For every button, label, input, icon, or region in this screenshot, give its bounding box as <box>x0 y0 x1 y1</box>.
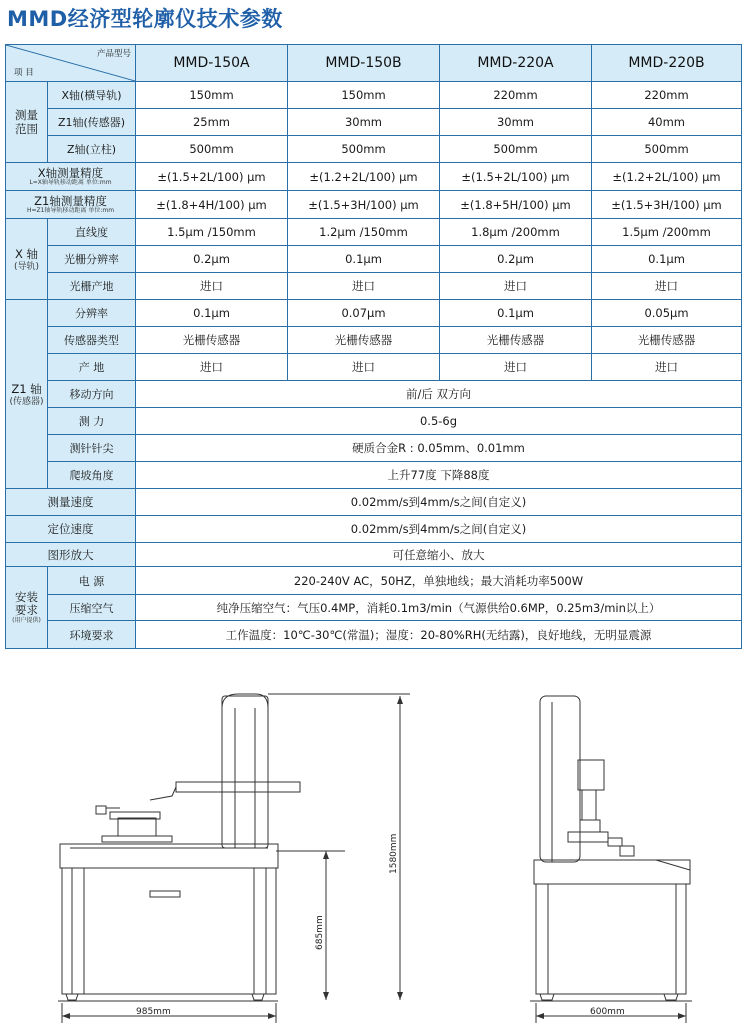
cell: 进口 <box>440 354 592 381</box>
row-label: 图形放大 <box>6 543 136 567</box>
model-header: MMD-150B <box>288 45 440 82</box>
table-row <box>6 246 742 273</box>
install-title: 安装 要求 <box>15 590 38 617</box>
cell: 0.2μm <box>136 246 288 273</box>
cell: 进口 <box>136 273 288 300</box>
z-accuracy-note: H=Z1轴导轨移动距离 单位:mm <box>26 206 115 214</box>
row-label: 传感器类型 <box>48 327 136 354</box>
cell: 0.1μm <box>440 300 592 327</box>
merged-cell: 0.5-6g <box>136 408 742 435</box>
table-row <box>6 462 742 489</box>
cell: 150mm <box>288 82 440 109</box>
model-header: MMD-220A <box>440 45 592 82</box>
table-row <box>6 219 742 246</box>
row-label: 光栅产地 <box>48 273 136 300</box>
table-row <box>6 543 742 567</box>
row-label: 测 力 <box>48 408 136 435</box>
table-row <box>6 595 742 621</box>
corner-model-label: 产品型号 <box>96 49 131 59</box>
cell: 1.5μm /150mm <box>136 219 288 246</box>
table-row <box>6 435 742 462</box>
x-axis-group-label <box>6 219 48 300</box>
row-label: 测针针尖 <box>48 435 136 462</box>
row-label: 测量速度 <box>6 489 136 516</box>
row-label: 移动方向 <box>48 381 136 408</box>
table-row <box>6 327 742 354</box>
cell: 220mm <box>592 82 742 109</box>
header-row <box>6 45 742 82</box>
x-axis-title: X 轴 <box>14 247 39 261</box>
cell: 进口 <box>288 354 440 381</box>
row-label: 压缩空气 <box>48 595 136 621</box>
width-front-label: 985mm <box>136 1007 171 1017</box>
z1-axis-group-label <box>6 300 48 489</box>
row-label: X轴(横导轨) <box>48 82 136 109</box>
row-label: Z轴(立柱) <box>48 136 136 163</box>
row-label: 环境要求 <box>48 621 136 649</box>
cell: 进口 <box>440 273 592 300</box>
cell: 500mm <box>592 136 742 163</box>
cell: ±(1.2+2L/100) μm <box>592 163 742 191</box>
row-label: 电 源 <box>48 567 136 595</box>
x-accuracy-label <box>6 163 136 191</box>
table-row <box>6 567 742 595</box>
cell: 进口 <box>592 354 742 381</box>
cell: 25mm <box>136 109 288 136</box>
cell: 1.8μm /200mm <box>440 219 592 246</box>
merged-cell: 工作温度：10℃-30℃(常温)；湿度：20-80%RH(无结露)，良好地线，无明显震源 <box>136 621 742 649</box>
z-accuracy-title: Z1轴测量精度 <box>34 193 107 208</box>
merged-cell: 上升77度 下降88度 <box>136 462 742 489</box>
cell: 500mm <box>288 136 440 163</box>
spec-table <box>5 44 742 649</box>
table-row <box>6 516 742 543</box>
cell: 进口 <box>136 354 288 381</box>
table-row <box>6 191 742 219</box>
table-row <box>6 300 742 327</box>
cell: 500mm <box>136 136 288 163</box>
width-side-label: 600mm <box>590 1007 625 1017</box>
table-row <box>6 489 742 516</box>
cell: 1.5μm /200mm <box>592 219 742 246</box>
corner-item-label: 项 目 <box>14 68 34 78</box>
front-view <box>58 694 300 1001</box>
install-group-label <box>6 567 48 649</box>
cell: 220mm <box>440 82 592 109</box>
table-row <box>6 273 742 300</box>
x-accuracy-note: L=X轴导轨移动距离 单位:mm <box>29 178 112 186</box>
model-header: MMD-220B <box>592 45 742 82</box>
cell: 150mm <box>136 82 288 109</box>
merged-cell: 前/后 双方向 <box>136 381 742 408</box>
z1-axis-title: Z1 轴 <box>11 382 42 396</box>
side-view <box>530 696 692 1001</box>
table-row <box>6 354 742 381</box>
merged-cell: 220-240V AC，50HZ，单独地线；最大消耗功率500W <box>136 567 742 595</box>
merged-cell: 可任意缩小、放大 <box>136 543 742 567</box>
dimension-drawing <box>0 648 745 1028</box>
cell: ±(1.8+5H/100) μm <box>440 191 592 219</box>
row-label: 产 地 <box>48 354 136 381</box>
cell: ±(1.5+3H/100) μm <box>592 191 742 219</box>
cell: 光栅传感器 <box>592 327 742 354</box>
x-accuracy-title: X轴测量精度 <box>37 165 104 180</box>
model-header: MMD-150A <box>136 45 288 82</box>
cell: 光栅传感器 <box>288 327 440 354</box>
cell: 0.07μm <box>288 300 440 327</box>
cell: ±(1.2+2L/100) μm <box>288 163 440 191</box>
merged-cell: 硬质合金R : 0.05mm、0.01mm <box>136 435 742 462</box>
install-note: (用户提供) <box>12 617 41 624</box>
cell: 30mm <box>288 109 440 136</box>
corner-cell <box>6 45 136 82</box>
range-group-label: 测量 范围 <box>6 82 48 163</box>
z1-axis-note: (传感器) <box>9 397 44 407</box>
cell: 30mm <box>440 109 592 136</box>
row-label: 定位速度 <box>6 516 136 543</box>
table-row <box>6 621 742 649</box>
cell: 0.1μm <box>136 300 288 327</box>
row-label: 爬坡角度 <box>48 462 136 489</box>
cell: 40mm <box>592 109 742 136</box>
cell: 500mm <box>440 136 592 163</box>
cell: 进口 <box>592 273 742 300</box>
cell: 光栅传感器 <box>136 327 288 354</box>
row-label: 光栅分辨率 <box>48 246 136 273</box>
table-row <box>6 408 742 435</box>
table-row <box>6 163 742 191</box>
cell: 进口 <box>288 273 440 300</box>
cell: 0.2μm <box>440 246 592 273</box>
row-label: Z1轴(传感器) <box>48 109 136 136</box>
cell: 0.1μm <box>592 246 742 273</box>
table-height-label: 685mm <box>315 915 325 950</box>
z-accuracy-label <box>6 191 136 219</box>
cell: ±(1.5+2L/100) μm <box>440 163 592 191</box>
table-row <box>6 82 742 109</box>
cell: 光栅传感器 <box>440 327 592 354</box>
row-label: 直线度 <box>48 219 136 246</box>
x-axis-note: (导轨) <box>13 262 40 272</box>
cell: ±(1.8+4H/100) μm <box>136 191 288 219</box>
cell: 0.05μm <box>592 300 742 327</box>
page-title: MMD经济型轮廓仪技术参数 <box>7 7 283 31</box>
table-row <box>6 136 742 163</box>
table-row <box>6 381 742 408</box>
cell: 0.1μm <box>288 246 440 273</box>
cell: ±(1.5+3H/100) μm <box>288 191 440 219</box>
merged-cell: 0.02mm/s到4mm/s之间(自定义) <box>136 516 742 543</box>
row-label: 分辨率 <box>48 300 136 327</box>
cell: ±(1.5+2L/100) μm <box>136 163 288 191</box>
total-height-label: 1580mm <box>389 833 399 874</box>
merged-cell: 纯净压缩空气：气压0.4MP，消耗0.1m3/min（气源供给0.6MP，0.25m3/min以上） <box>136 595 742 621</box>
cell: 1.2μm /150mm <box>288 219 440 246</box>
merged-cell: 0.02mm/s到4mm/s之间(自定义) <box>136 489 742 516</box>
table-row <box>6 109 742 136</box>
